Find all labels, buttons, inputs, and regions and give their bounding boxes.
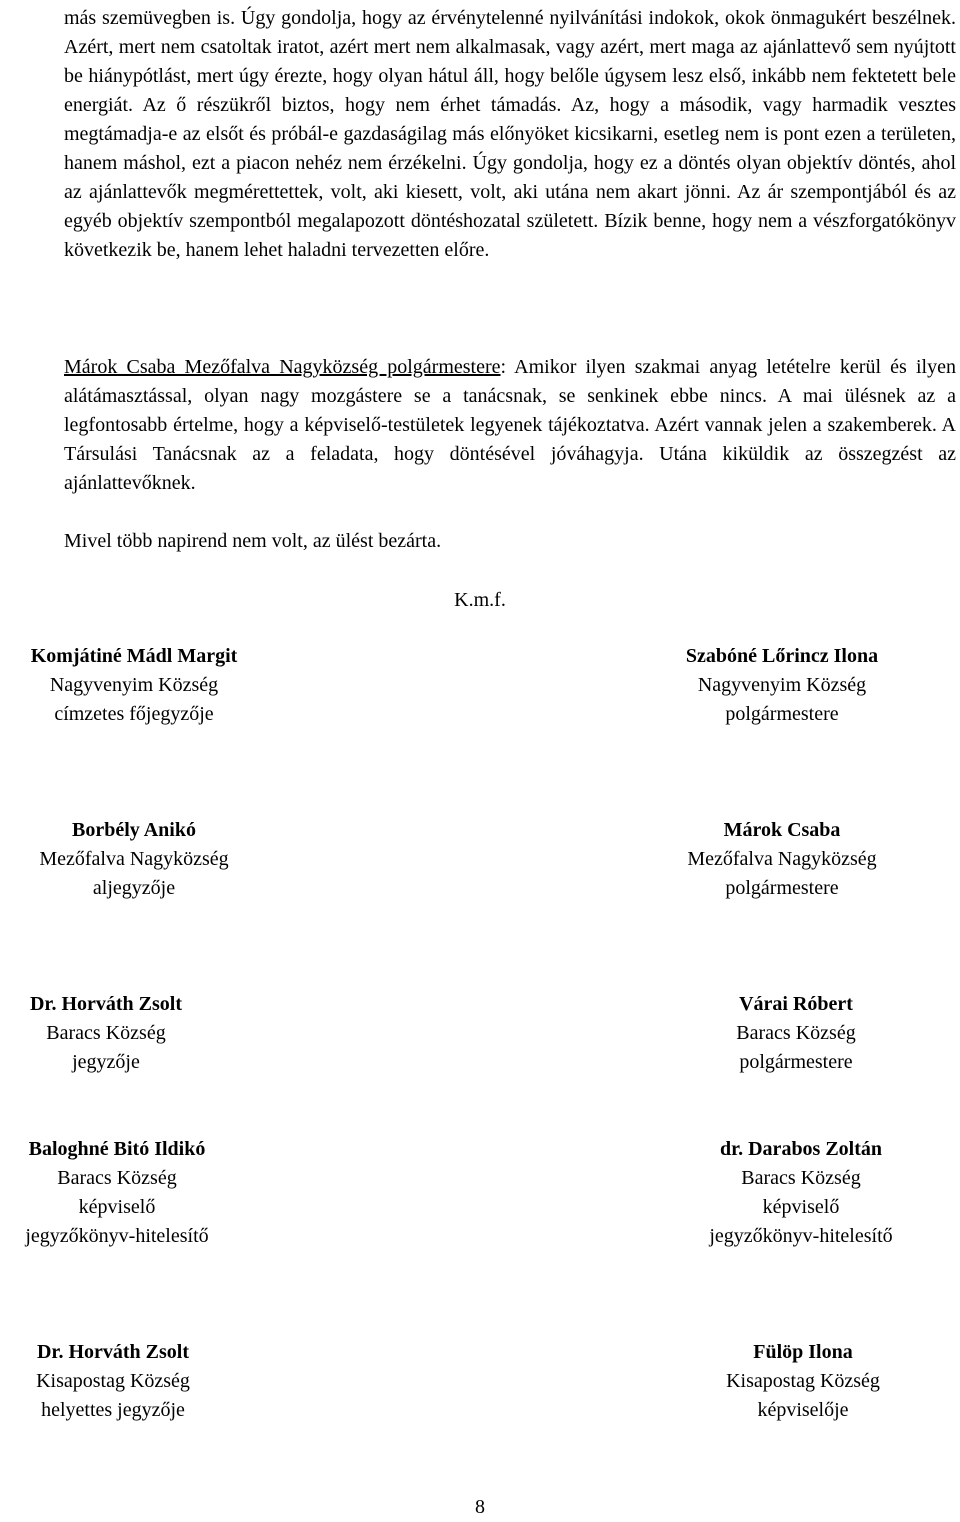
- signatory-name: Baloghné Bitó Ildikó: [28, 1138, 206, 1160]
- signatory-title: polgármestere: [739, 1051, 853, 1073]
- kmf-label: K.m.f.: [454, 589, 506, 611]
- signatory-role: jegyzőkönyv-hitelesítő: [25, 1225, 209, 1247]
- signatory-title: helyettes jegyzője: [41, 1399, 185, 1421]
- signature-block: [0, 1338, 243, 1425]
- signature-block: [0, 990, 236, 1077]
- signatory-name: Dr. Horváth Zsolt: [36, 1341, 190, 1363]
- signature-block: [4, 816, 264, 903]
- signatory-title: címzetes főjegyzője: [54, 703, 214, 725]
- signatory-title: képviselő: [78, 1196, 156, 1218]
- speaker-text: Amikor ilyen szakmai anyag letételre kerül és ilyen alátámasztással, olyan nagy mozgástere se a tanácsnak, se senkinek ebbe nincs. A mai ülésnek az a legfontosabb értelme, hogy a képviselő-testületek legyenek tájékoztatva. Azért vannak jelen a szakemberek. A Társulási Tanácsnak az a feladata, hogy döntésével jóváhagyja. Utána kiküldik az összegzést az ajánlattevőknek.: [64, 356, 956, 494]
- signature-block: [652, 816, 912, 903]
- signatory-name: Fülöp Ilona: [753, 1341, 853, 1363]
- signatory-name: Dr. Horváth Zsolt: [29, 993, 183, 1015]
- signatory-title: képviselő: [762, 1196, 840, 1218]
- signatory-title: aljegyzője: [92, 877, 176, 899]
- signatory-municipality: Nagyvenyim Község: [49, 674, 219, 696]
- signatory-municipality: Baracs Község: [46, 1022, 166, 1044]
- signatory-municipality: Baracs Község: [741, 1167, 861, 1189]
- signatory-municipality: Mezőfalva Nagyközség: [39, 848, 229, 870]
- signature-block: [4, 642, 264, 729]
- signatory-name: Márok Csaba: [723, 819, 841, 841]
- signature-block: [673, 1338, 933, 1425]
- speaker-separator: :: [500, 356, 507, 378]
- signatory-name: Szabóné Lőrincz Ilona: [685, 645, 879, 667]
- closing-sentence: Mivel több napirend nem volt, az ülést bezárta.: [64, 530, 442, 552]
- page-number: 8: [475, 1496, 485, 1518]
- speaker-name: Márok Csaba Mezőfalva Nagyközség polgármestere: [64, 356, 501, 378]
- signature-block: [0, 1135, 247, 1251]
- signatory-title: képviselője: [757, 1399, 849, 1421]
- signatory-municipality: Baracs Község: [57, 1167, 177, 1189]
- signatory-role: jegyzőkönyv-hitelesítő: [709, 1225, 893, 1247]
- speaker-paragraph: [64, 353, 956, 498]
- signatory-municipality: Kisapostag Község: [726, 1370, 880, 1392]
- signature-block: [652, 642, 912, 729]
- signatory-municipality: Mezőfalva Nagyközség: [687, 848, 877, 870]
- signatory-name: Borbély Anikó: [72, 819, 196, 841]
- signatory-name: Komjátiné Mádl Margit: [30, 645, 238, 667]
- signatory-municipality: Kisapostag Község: [36, 1370, 190, 1392]
- signature-block: [666, 990, 926, 1077]
- signatory-title: polgármestere: [725, 703, 839, 725]
- signatory-municipality: Nagyvenyim Község: [697, 674, 867, 696]
- signatory-name: Várai Róbert: [739, 993, 853, 1015]
- signatory-title: jegyzője: [72, 1051, 140, 1073]
- signatory-title: polgármestere: [725, 877, 839, 899]
- signature-block: [671, 1135, 931, 1251]
- signatory-name: dr. Darabos Zoltán: [719, 1138, 883, 1160]
- signatory-municipality: Baracs Község: [736, 1022, 856, 1044]
- paragraph-continuation: más szemüvegben is. Úgy gondolja, hogy az érvénytelenné nyilvánítási indokok, okok önmagukért beszélnek. Azért, mert nem csatoltak iratot, azért mert nem alkalmasak, vagy azért, mert maga az ajánlattevő sem nyújtott be hiánypótlást, mert úgy érezte, hogy olyan hátul áll, hogy belőle úgysem lesz első, inkább nem fektetett bele energiát. Az ő részükről biztos, hogy nem érhet támadás. Az, hogy a második, vagy harmadik vesztes megtámadja-e az elsőt és próbál-e gazdaságilag más előnyöket kicsikarni, esetleg nem is pont ezen a területen, hanem máshol, ezt a piacon nehéz nem érzékelni. Úgy gondolja, hogy ez a döntés olyan objektív döntés, ahol az ajánlattevők megmérettettek, volt, aki kiesett, volt, aki utána nem akart jönni. Az ár szempontjából és az egyéb objektív szempontból megalapozott döntéshozatal született. Bízik benne, hogy nem a vészforgatókönyv következik be, hanem lehet haladni tervezetten előre.: [64, 7, 956, 261]
